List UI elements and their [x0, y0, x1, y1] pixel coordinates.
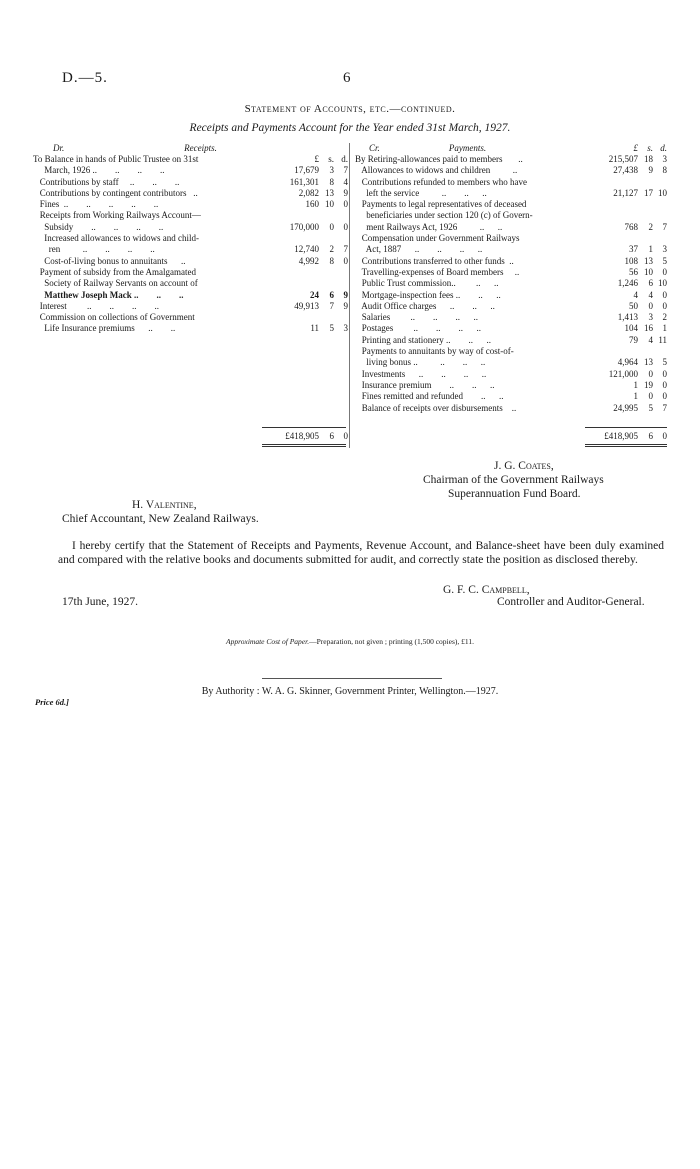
entry-shillings: 13	[644, 255, 653, 266]
ledger-row	[355, 177, 667, 188]
entry-pounds	[277, 312, 319, 323]
entry-pounds	[277, 278, 319, 289]
ledger-row	[33, 267, 348, 278]
entry-pounds: 12,740	[294, 244, 319, 255]
entry-shillings	[638, 346, 653, 357]
entry-pence: 4	[343, 176, 348, 187]
entry-description: Commission on collections of Government	[33, 312, 195, 323]
payments-heading: Payments.	[448, 143, 487, 153]
entry-description: Compensation under Government Railways	[355, 233, 520, 244]
entry-shillings: 2	[329, 244, 334, 255]
entry-pounds: 215,507	[608, 154, 638, 164]
entry-pence: 10	[658, 278, 667, 289]
certification-text: I hereby certify that the Statement of Receipts and Payments, Revenue Account, and Balance-sheet have been duly examined and compared with the relative books and documents submitted for audit, and correctly state the position as disclosed thereby.	[58, 540, 664, 566]
entry-shillings	[319, 210, 334, 221]
ledger-row	[355, 346, 667, 357]
total-rule-bottom	[262, 444, 346, 445]
entry-description: Cost-of-living bonus to annuitants ..	[33, 255, 186, 266]
entry-description: Fines .. .. .. .. ..	[33, 199, 159, 210]
ledger-row	[355, 391, 667, 402]
entry-shillings	[638, 233, 653, 244]
entry-pounds	[596, 210, 638, 221]
entry-pounds: 160	[305, 199, 319, 210]
entry-shillings: 18	[644, 154, 653, 164]
entry-description: Fines remitted and refunded .. ..	[355, 391, 504, 402]
entry-description: By Retiring-allowances paid to members ..	[355, 154, 523, 164]
entry-shillings: 13	[325, 187, 334, 198]
ledger-row	[33, 210, 348, 221]
entry-description: ment Railways Act, 1926 .. ..	[355, 221, 503, 232]
entry-description: Printing and stationery .. .. ..	[355, 334, 491, 345]
entry-shillings	[638, 210, 653, 221]
entry-pence	[653, 210, 667, 221]
ledger-row	[355, 290, 667, 301]
entry-pounds: 4,992	[298, 255, 319, 266]
ledger-row	[355, 323, 667, 334]
ledger-row	[355, 335, 667, 346]
shillings-head: s.	[647, 143, 653, 153]
ledger-row	[355, 188, 667, 199]
entry-pence	[653, 177, 667, 188]
ledger-row	[33, 301, 348, 312]
footer-rule	[262, 678, 442, 679]
entry-pence: 3	[662, 154, 667, 164]
ledger-row	[33, 312, 348, 323]
entry-shillings: 8	[329, 176, 334, 187]
entry-pence: 0	[662, 379, 667, 390]
entry-pounds: 21,127	[613, 187, 638, 198]
entry-shillings	[319, 267, 334, 278]
entry-description: Payments to annuitants by way of cost-of-	[355, 346, 514, 357]
entry-pounds: 56	[629, 266, 638, 277]
entry-pounds: 37	[629, 244, 638, 255]
entry-pounds: 11	[310, 323, 319, 334]
entry-shillings: 8	[329, 255, 334, 266]
entry-description: March, 1926 .. .. .. ..	[33, 165, 165, 176]
entry-pounds: 4,964	[617, 357, 638, 368]
entry-pounds: 2,082	[298, 187, 319, 198]
entry-description: Society of Railway Servants on account of	[33, 278, 198, 289]
entry-pence	[334, 210, 348, 221]
entry-pounds	[596, 233, 638, 244]
pounds-head: £	[314, 154, 319, 164]
receipts-heading: Receipts.	[184, 143, 217, 153]
entry-pence: 1	[662, 323, 667, 334]
entry-pounds: 79	[629, 334, 638, 345]
entry-shillings: 0	[648, 368, 653, 379]
total-pounds: £418,905	[604, 431, 638, 441]
entry-pence: 0	[662, 266, 667, 277]
printer-authority: By Authority : W. A. G. Skinner, Government Printer, Wellington.—1927.	[201, 686, 499, 697]
entry-shillings: 3	[329, 165, 334, 176]
entry-description: Contributions by staff .. .. ..	[33, 176, 180, 187]
total-shillings: 6	[329, 431, 334, 441]
ledger-row	[355, 278, 667, 289]
entry-pence: 2	[662, 312, 667, 323]
auditor-title: Controller and Auditor-General.	[497, 596, 645, 608]
entry-shillings: 0	[648, 300, 653, 311]
entry-pence: 9	[343, 300, 348, 311]
receipt-desc: To Balance in hands of Public Trustee on 31st	[33, 154, 199, 164]
ledger-row	[33, 233, 348, 244]
ledger-row	[355, 380, 667, 391]
entry-pence: 0	[343, 221, 348, 232]
entry-pounds: 104	[624, 323, 638, 334]
entry-pounds	[277, 267, 319, 278]
entry-pounds: 1,413	[617, 312, 638, 323]
certification-date: 17th June, 1927.	[62, 596, 139, 608]
ledger-row	[355, 301, 667, 312]
entry-shillings: 1	[648, 244, 653, 255]
entry-description: Insurance premium .. .. ..	[355, 379, 495, 390]
entry-pence: 9	[343, 289, 348, 300]
ledger-row	[355, 369, 667, 380]
entry-pence: 3	[662, 244, 667, 255]
pence-head: d.	[341, 154, 348, 164]
entry-pence: 7	[343, 244, 348, 255]
entry-pence: 0	[662, 368, 667, 379]
statement-title: Statement of Accounts, etc.—continued.	[244, 103, 456, 115]
ledger-row	[355, 199, 667, 210]
entry-pounds	[596, 346, 638, 357]
ledger-row	[355, 165, 667, 176]
entry-pounds: 49,913	[294, 300, 319, 311]
entry-description: Audit Office charges .. .. ..	[355, 300, 495, 311]
ledger-row	[355, 267, 667, 278]
entry-shillings	[319, 233, 334, 244]
entry-pounds: 17,679	[294, 165, 319, 176]
entry-description: Contributions refunded to members who have	[355, 176, 527, 187]
ledger-row	[33, 165, 348, 176]
entry-pounds: 170,000	[289, 221, 319, 232]
entry-shillings: 4	[648, 334, 653, 345]
entry-shillings: 10	[644, 266, 653, 277]
entry-description: Matthew Joseph Mack .. .. ..	[33, 289, 184, 300]
entry-pence: 0	[662, 300, 667, 311]
chairman-title-1: Chairman of the Government Railways	[423, 474, 604, 486]
cost-of-paper	[0, 637, 700, 646]
ledger-row	[33, 199, 348, 210]
entry-shillings: 17	[644, 187, 653, 198]
total-pounds: £418,905	[285, 431, 319, 441]
entry-pence: 11	[658, 334, 667, 345]
entry-description: Interest .. .. .. ..	[33, 300, 159, 311]
entry-pence: 3	[343, 323, 348, 334]
total-rule-bottom-double	[262, 446, 346, 447]
entry-description: left the service .. .. ..	[355, 187, 487, 198]
entry-pounds	[277, 233, 319, 244]
receipts-total	[33, 431, 348, 441]
entry-pounds: 108	[624, 255, 638, 266]
entry-shillings: 13	[644, 357, 653, 368]
price: Price 6d.]	[35, 697, 69, 707]
entry-pence: 7	[662, 221, 667, 232]
entry-description: Investments .. .. .. ..	[355, 368, 487, 379]
entry-description: Subsidy .. .. .. ..	[33, 221, 164, 232]
entry-pence	[334, 233, 348, 244]
entry-description: ren .. .. .. ..	[33, 244, 155, 255]
entry-pounds	[596, 177, 638, 188]
entry-pounds: 27,438	[613, 165, 638, 176]
entry-description: Balance of receipts over disbursements ..	[355, 402, 517, 413]
ledger-row	[33, 278, 348, 289]
entry-pence	[653, 346, 667, 357]
currency-header	[33, 154, 348, 165]
entry-description: Contributions transferred to other funds ..	[355, 255, 514, 266]
entry-description: Postages .. .. .. ..	[355, 323, 481, 334]
entry-shillings: 5	[648, 402, 653, 413]
ledger-row	[355, 222, 667, 233]
entry-pence: 5	[662, 357, 667, 368]
entry-pence: 0	[662, 289, 667, 300]
pounds-head: £	[633, 143, 638, 153]
entry-shillings: 6	[648, 278, 653, 289]
ledger-row	[33, 290, 348, 301]
entry-shillings: 4	[648, 289, 653, 300]
total-rule-bottom	[585, 444, 667, 445]
pence-head: d.	[660, 143, 667, 153]
ledger-row	[355, 256, 667, 267]
chairman-title-2: Superannuation Fund Board.	[448, 488, 581, 500]
entry-shillings: 19	[644, 379, 653, 390]
entry-pounds	[596, 199, 638, 210]
entry-shillings: 0	[648, 391, 653, 402]
entry-pence: 9	[343, 187, 348, 198]
entry-pounds: 1,246	[617, 278, 638, 289]
entry-shillings: 2	[648, 221, 653, 232]
chairman-name: J. G. Coates,	[494, 460, 554, 472]
ledger-row	[33, 244, 348, 255]
entry-pounds: 121,000	[608, 368, 638, 379]
ledger-row	[33, 256, 348, 267]
entry-shillings: 5	[329, 323, 334, 334]
entry-pounds	[277, 210, 319, 221]
account-subtitle: Receipts and Payments Account for the Year ended 31st March, 1927.	[189, 122, 511, 134]
total-pence: 0	[662, 431, 667, 441]
entry-shillings: 9	[648, 165, 653, 176]
entry-description: living bonus .. .. .. ..	[355, 357, 486, 368]
auditor-name: G. F. C. Campbell,	[443, 584, 530, 596]
payments-header	[355, 143, 667, 154]
receipts-panel	[33, 143, 348, 335]
entry-description: Act, 1887 .. .. .. ..	[355, 244, 483, 255]
entry-pounds: 24,995	[613, 402, 638, 413]
entry-pence: 7	[662, 402, 667, 413]
entry-pounds: 24	[310, 289, 319, 300]
dr-label: Dr.	[53, 143, 65, 153]
ledger-row	[33, 222, 348, 233]
entry-description: beneficiaries under section 120 (c) of Govern-	[355, 210, 533, 221]
entry-pounds: 50	[629, 300, 638, 311]
payments-panel	[355, 143, 667, 414]
entry-pence	[334, 278, 348, 289]
entry-shillings: 6	[329, 289, 334, 300]
entry-description: Receipts from Working Railways Account—	[33, 210, 201, 221]
entry-description: Allowances to widows and children ..	[355, 165, 518, 176]
entry-pence	[334, 267, 348, 278]
ledger-row	[355, 210, 667, 221]
ledger-row	[355, 244, 667, 255]
ledger-row	[33, 177, 348, 188]
total-shillings: 6	[648, 431, 653, 441]
payments-total	[355, 431, 667, 441]
entry-pounds: 1	[633, 379, 638, 390]
total-rule-bottom-double	[585, 446, 667, 447]
entry-pounds: 1	[633, 391, 638, 402]
receipts-header	[33, 143, 348, 154]
entry-pence: 10	[658, 187, 667, 198]
entry-pence: 0	[662, 391, 667, 402]
entry-shillings: 10	[325, 199, 334, 210]
column-divider	[349, 143, 350, 448]
entry-shillings: 3	[648, 312, 653, 323]
entry-description: Mortgage-inspection fees .. .. ..	[355, 289, 501, 300]
entry-shillings	[319, 278, 334, 289]
entry-pence: 7	[343, 165, 348, 176]
entry-pence: 8	[662, 165, 667, 176]
entry-shillings	[638, 199, 653, 210]
entry-pence	[653, 199, 667, 210]
page-number: 6	[343, 70, 351, 86]
accountant-title: Chief Accountant, New Zealand Railways.	[62, 513, 259, 525]
entry-description: Travelling-expenses of Board members ..	[355, 266, 520, 277]
entry-description: Public Trust commission.. .. ..	[355, 278, 499, 289]
entry-description: Salaries .. .. .. ..	[355, 312, 478, 323]
cost-label: Approximate Cost of Paper.	[226, 637, 310, 646]
entry-shillings: 16	[644, 323, 653, 334]
entry-description: Payment of subsidy from the Amalgamated	[33, 266, 196, 277]
entry-pounds: 161,301	[289, 176, 319, 187]
ledger-row	[33, 323, 348, 334]
entry-description: Life Insurance premiums .. ..	[33, 323, 176, 334]
ledger-row	[355, 233, 667, 244]
entry-description: Payments to legal representatives of deceased	[355, 199, 527, 210]
cr-label: Cr.	[369, 143, 380, 153]
ledger-row	[355, 403, 667, 414]
total-pence: 0	[343, 431, 348, 441]
ledger-row	[355, 154, 667, 165]
total-rule-top	[585, 427, 667, 428]
total-rule-top	[262, 427, 346, 428]
ledger-row	[355, 357, 667, 368]
entry-pence	[334, 312, 348, 323]
shillings-head: s.	[328, 154, 334, 164]
entry-description: Contributions by contingent contributors ..	[33, 187, 198, 198]
accountant-name: H. Valentine,	[132, 499, 197, 511]
entry-pence: 0	[343, 199, 348, 210]
ledger-row	[355, 312, 667, 323]
page-reference: D.—5.	[62, 70, 108, 86]
ledger-row	[33, 188, 348, 199]
entry-pence: 5	[662, 255, 667, 266]
entry-pence: 0	[343, 255, 348, 266]
entry-description: Increased allowances to widows and child-	[33, 233, 199, 244]
entry-pence	[653, 233, 667, 244]
entry-pounds: 768	[624, 221, 638, 232]
entry-pounds: 4	[633, 289, 638, 300]
entry-shillings: 0	[329, 221, 334, 232]
entry-shillings	[319, 312, 334, 323]
entry-shillings: 7	[329, 300, 334, 311]
cost-text: —Preparation, not given ; printing (1,500 copies), £11.	[309, 637, 474, 646]
entry-shillings	[638, 177, 653, 188]
